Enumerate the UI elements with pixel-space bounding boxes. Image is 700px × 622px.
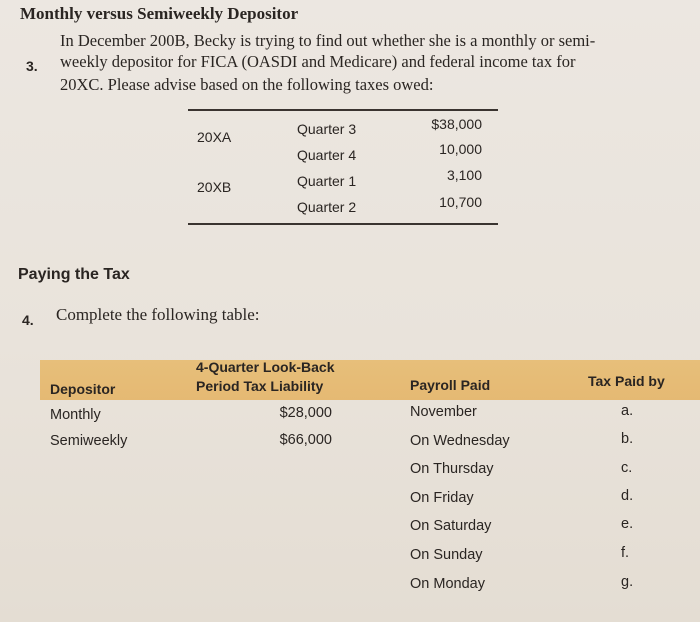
- liability-semiweekly: $66,000: [279, 432, 332, 448]
- paying-the-tax-heading: Paying the Tax: [18, 266, 130, 283]
- tax-quarter: Quarter 1: [297, 173, 357, 189]
- tax-table-top-rule: [188, 109, 498, 111]
- question-4-number: 4.: [22, 312, 34, 328]
- tax-paid-by-blank: f.: [621, 545, 630, 561]
- tax-paid-by-blank: e.: [621, 516, 634, 532]
- tax-table-bottom-rule: [188, 223, 498, 225]
- tax-quarter: Quarter 2: [297, 199, 357, 215]
- tax-paid-by-blank: a.: [621, 403, 634, 419]
- payroll-paid-cell: On Thursday: [410, 461, 494, 477]
- payroll-paid-cell: November: [410, 404, 477, 420]
- payroll-paid-cell: On Friday: [410, 490, 474, 506]
- column-header-lookback-line-2: Period Tax Liability: [196, 378, 324, 394]
- tax-amount: 10,700: [439, 194, 482, 210]
- column-header-payroll-paid: Payroll Paid: [410, 377, 491, 393]
- tax-year-20xb: 20XB: [197, 179, 232, 195]
- payroll-paid-cell: On Wednesday: [410, 433, 510, 449]
- question-4-text: Complete the following table:: [56, 305, 260, 324]
- column-header-depositor: Depositor: [50, 381, 116, 397]
- liability-monthly: $28,000: [279, 405, 332, 421]
- tax-quarter: Quarter 4: [297, 147, 357, 163]
- question-3-number: 3.: [26, 58, 38, 74]
- tax-paid-by-blank: d.: [621, 488, 634, 504]
- tax-year-20xa: 20XA: [197, 129, 232, 145]
- column-header-tax-paid-by: Tax Paid by: [588, 373, 665, 389]
- payroll-paid-cell: On Monday: [410, 576, 485, 592]
- column-header-lookback-line-1: 4-Quarter Look-Back: [196, 359, 335, 375]
- tax-paid-by-blank: c.: [621, 460, 633, 476]
- tax-paid-by-blank: b.: [621, 431, 634, 447]
- tax-amount: 3,100: [446, 167, 482, 183]
- payroll-paid-cell: On Sunday: [410, 547, 483, 563]
- question-3-text-line-3: 20XC. Please advise based on the following taxes owed:: [60, 75, 434, 94]
- depositor-semiweekly: Semiweekly: [50, 433, 128, 449]
- depositor-monthly: Monthly: [50, 407, 101, 423]
- tax-amount: $38,000: [431, 116, 482, 132]
- tax-quarter: Quarter 3: [297, 121, 357, 137]
- tax-amount: 10,000: [439, 141, 482, 157]
- payroll-paid-cell: On Saturday: [410, 518, 492, 534]
- section-title: Monthly versus Semiweekly Depositor: [20, 4, 299, 23]
- question-3-text-line-1: In December 200B, Becky is trying to find out whether she is a monthly or semi-: [60, 31, 596, 50]
- tax-paid-by-blank: g.: [621, 574, 634, 590]
- question-3-text-line-2: weekly depositor for FICA (OASDI and Medicare) and federal income tax for: [60, 52, 576, 71]
